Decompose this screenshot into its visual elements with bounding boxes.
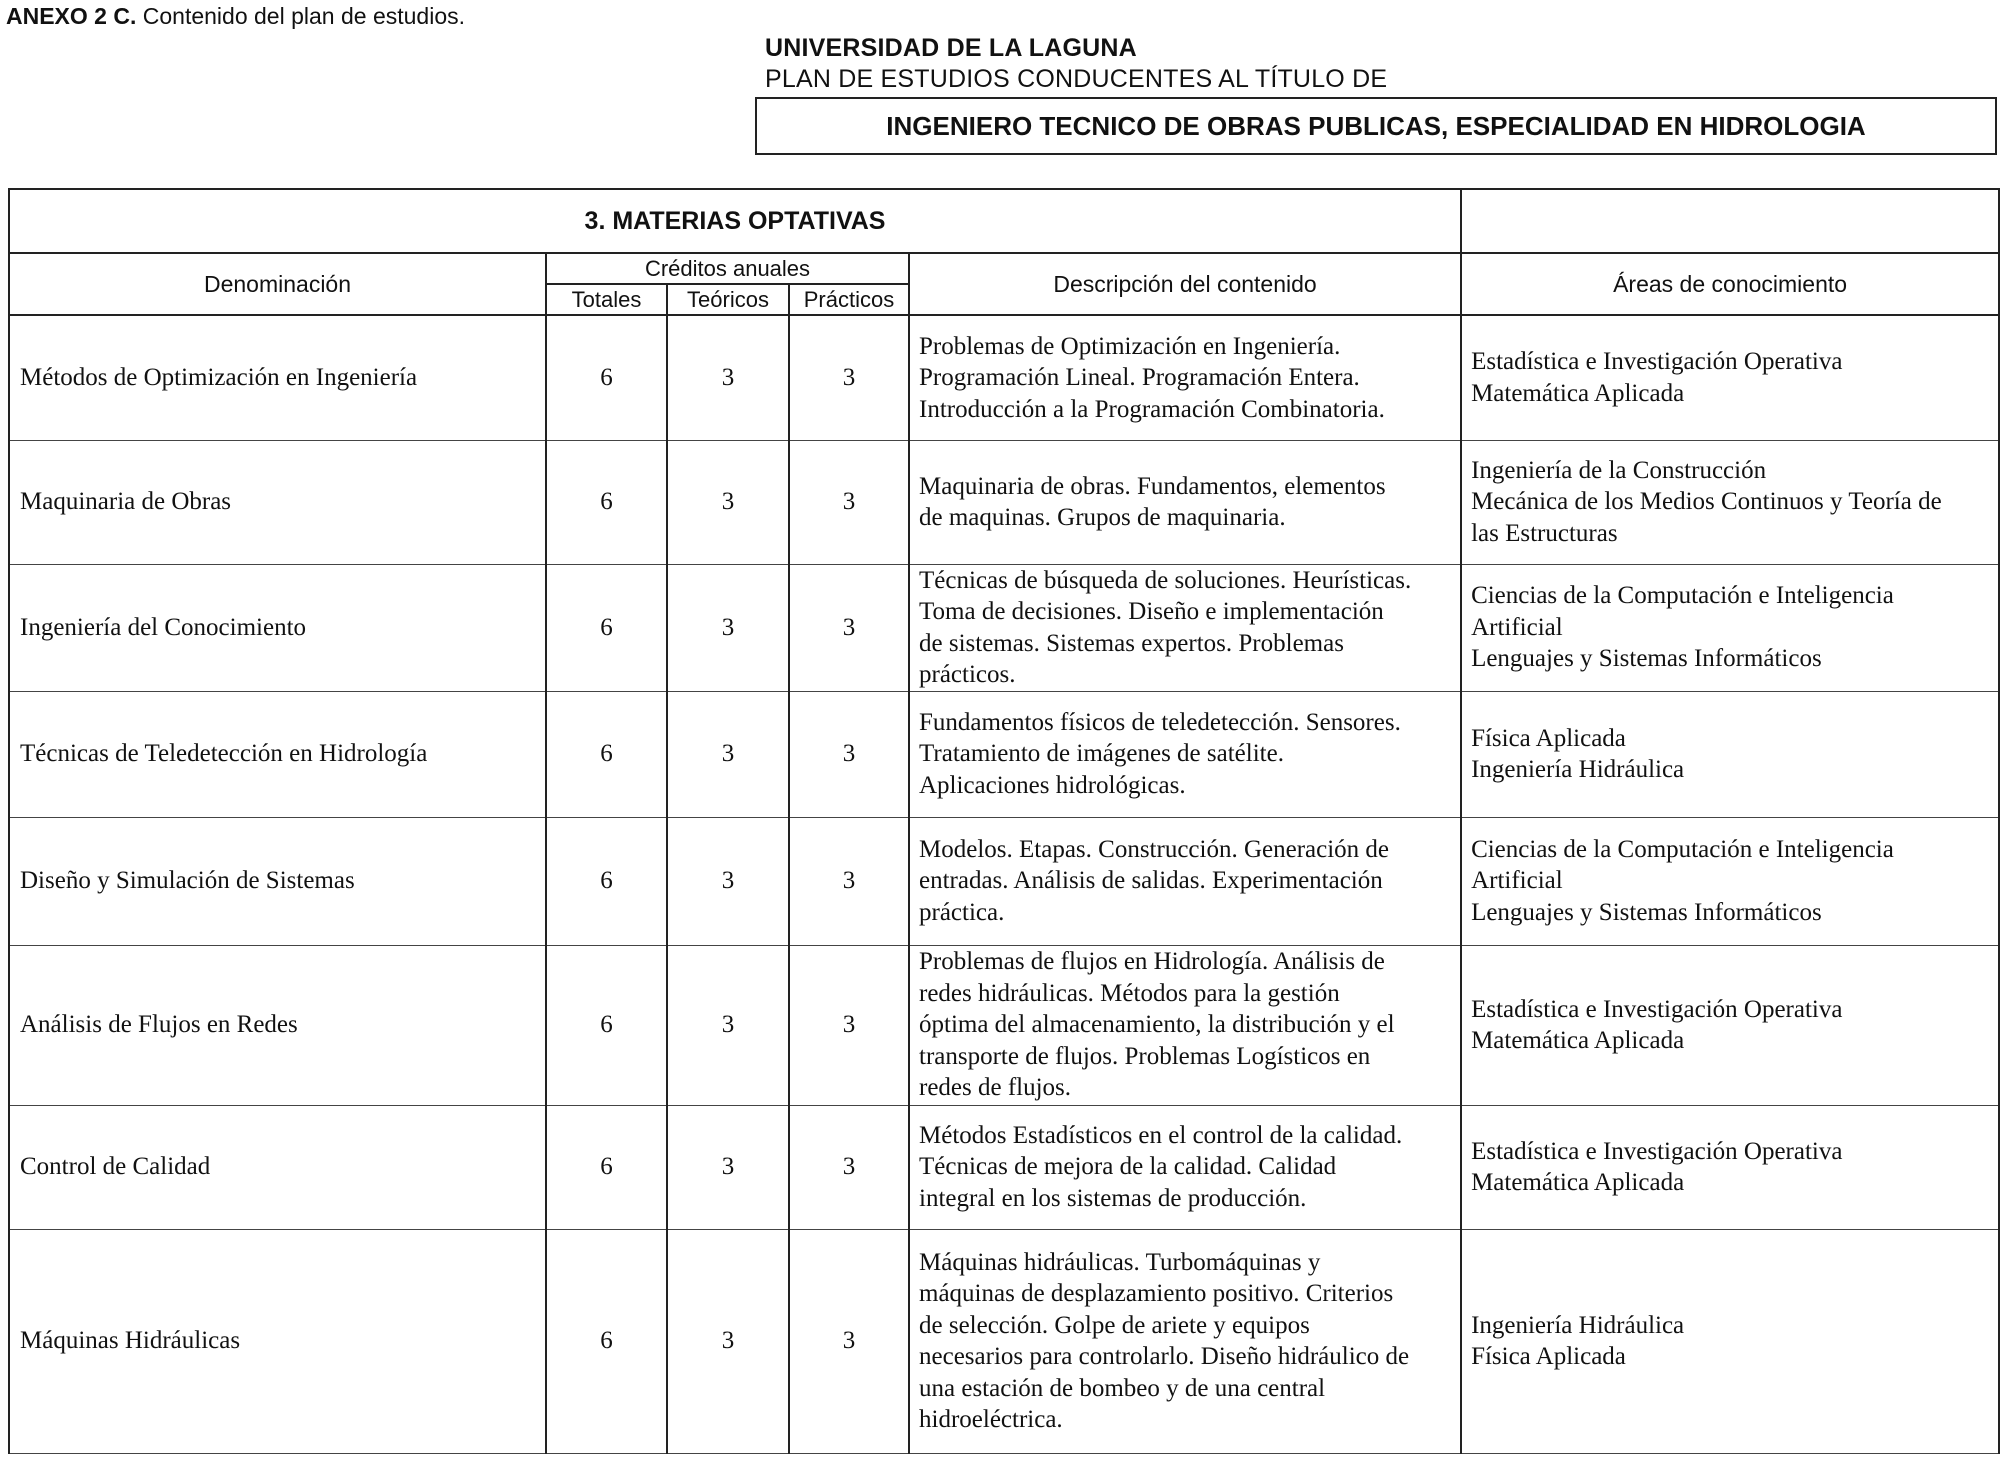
table-row — [9, 564, 1999, 691]
description-line: redes hidráulicas. Métodos para la gestión — [919, 979, 1340, 1007]
area-line: Estadística e Investigación Operativa — [1471, 995, 1843, 1023]
credits-practicos: 3 — [789, 945, 909, 1105]
description-line: máquinas de desplazamiento positivo. Criterios — [919, 1280, 1394, 1307]
table-row — [9, 817, 1999, 945]
description-line: de selección. Golpe de ariete y equipos — [919, 1311, 1310, 1339]
area-line: Ingeniería de la Construcción — [1471, 456, 1767, 484]
description-line: Máquinas hidráulicas. Turbomáquinas y — [919, 1248, 1321, 1276]
col-areas: Áreas de conocimiento — [1461, 253, 1999, 315]
credits-teoricos: 3 — [667, 440, 789, 564]
credits-totales: 6 — [546, 945, 667, 1105]
description-line: Toma de decisiones. Diseño e implementación — [919, 598, 1384, 625]
credits-practicos: 3 — [789, 817, 909, 945]
credits-practicos: 3 — [789, 564, 909, 691]
table-row — [9, 1229, 1999, 1453]
areas-cell — [1461, 315, 1999, 440]
col-teoricos: Teóricos — [667, 284, 789, 315]
credits-practicos: 3 — [789, 440, 909, 564]
col-creditos: Créditos anuales — [546, 253, 909, 284]
annex-label: ANEXO 2 C. — [6, 3, 137, 29]
area-line: Mecánica de los Medios Continuos y Teoría de — [1471, 488, 1942, 516]
credits-practicos: 3 — [789, 691, 909, 817]
areas-cell — [1461, 817, 1999, 945]
description-line: Técnicas de mejora de la calidad. Calidad — [919, 1153, 1337, 1181]
areas-cell — [1461, 691, 1999, 817]
description-line: de sistemas. Sistemas expertos. Problemas — [919, 629, 1344, 657]
credits-teoricos: 3 — [667, 817, 789, 945]
subjects-table — [8, 188, 2000, 1454]
col-descripcion: Descripción del contenido — [909, 253, 1461, 315]
area-line: las Estructuras — [1471, 519, 1618, 547]
description-line: transporte de flujos. Problemas Logísticos en — [919, 1042, 1371, 1070]
university-name: UNIVERSIDAD DE LA LAGUNA — [765, 34, 1137, 62]
subject-name: Maquinaria de Obras — [9, 440, 546, 564]
description-line: Métodos Estadísticos en el control de la calidad. — [919, 1121, 1403, 1149]
area-line: Matemática Aplicada — [1471, 1169, 1685, 1196]
areas-cell — [1461, 1229, 1999, 1453]
area-line: Lenguajes y Sistemas Informáticos — [1471, 645, 1822, 673]
description-line: Aplicaciones hidrológicas. — [919, 771, 1186, 799]
plan-line: PLAN DE ESTUDIOS CONDUCENTES AL TÍTULO DE — [765, 65, 1388, 93]
annex-text: Contenido del plan de estudios. — [142, 3, 466, 29]
description-line: práctica. — [919, 898, 1005, 926]
credits-practicos: 3 — [789, 315, 909, 440]
section-title: 3. MATERIAS OPTATIVAS — [9, 189, 1461, 253]
areas-cell — [1461, 945, 1999, 1105]
credits-totales: 6 — [546, 691, 667, 817]
credits-practicos: 3 — [789, 1105, 909, 1229]
area-line: Ingeniería Hidráulica — [1471, 756, 1685, 783]
subject-name: Control de Calidad — [9, 1105, 546, 1229]
area-line: Estadística e Investigación Operativa — [1471, 348, 1843, 376]
description-line: Maquinaria de obras. Fundamentos, elementos — [919, 472, 1386, 500]
credits-totales: 6 — [546, 817, 667, 945]
area-line: Física Aplicada — [1471, 724, 1626, 752]
description-line: óptima del almacenamiento, la distribución y el — [919, 1011, 1395, 1039]
areas-cell — [1461, 1105, 1999, 1229]
area-line: Ingeniería Hidráulica — [1471, 1311, 1685, 1339]
degree-title-box — [755, 97, 1997, 155]
description-cell — [909, 315, 1461, 440]
description-line: Problemas de Optimización en Ingeniería. — [919, 332, 1341, 360]
credits-teoricos: 3 — [667, 691, 789, 817]
credits-teoricos: 3 — [667, 1229, 789, 1453]
area-line: Ciencias de la Computación e Inteligencia — [1471, 835, 1894, 863]
credits-teoricos: 3 — [667, 315, 789, 440]
areas-cell — [1461, 564, 1999, 691]
col-totales: Totales — [546, 284, 667, 315]
table-row — [9, 1105, 1999, 1229]
header-row — [9, 253, 1999, 284]
area-line: Ciencias de la Computación e Inteligencia — [1471, 582, 1894, 610]
table-row — [9, 315, 1999, 440]
description-cell — [909, 1229, 1461, 1453]
subject-name: Métodos de Optimización en Ingeniería — [9, 315, 546, 440]
subject-name: Diseño y Simulación de Sistemas — [9, 817, 546, 945]
description-line: Tratamiento de imágenes de satélite. — [919, 740, 1284, 768]
subject-name: Máquinas Hidráulicas — [9, 1229, 546, 1453]
description-line: redes de flujos. — [919, 1074, 1072, 1102]
credits-totales: 6 — [546, 440, 667, 564]
degree-title: INGENIERO TECNICO DE OBRAS PUBLICAS, ESPECIALIDAD EN HIDROLOGIA — [886, 110, 1866, 141]
credits-totales: 6 — [546, 1229, 667, 1453]
area-line: Artificial — [1471, 613, 1563, 641]
description-line: una estación de bombeo y de una central — [919, 1374, 1326, 1402]
area-line: Matemática Aplicada — [1471, 1027, 1685, 1054]
subject-name: Ingeniería del Conocimiento — [9, 564, 546, 691]
credits-teoricos: 3 — [667, 945, 789, 1105]
col-practicos: Prácticos — [789, 284, 909, 315]
credits-teoricos: 3 — [667, 1105, 789, 1229]
description-line: Fundamentos físicos de teledetección. Sensores. — [919, 708, 1401, 736]
description-line: integral en los sistemas de producción. — [919, 1184, 1307, 1212]
description-line: Introducción a la Programación Combinatoria. — [919, 395, 1385, 423]
description-cell — [909, 564, 1461, 691]
area-line: Física Aplicada — [1471, 1343, 1626, 1370]
description-cell — [909, 440, 1461, 564]
description-line: necesarios para controlarlo. Diseño hidráulico de — [919, 1343, 1410, 1370]
description-cell — [909, 945, 1461, 1105]
description-cell — [909, 817, 1461, 945]
area-line: Estadística e Investigación Operativa — [1471, 1137, 1843, 1165]
area-line: Artificial — [1471, 867, 1563, 895]
description-line: de maquinas. Grupos de maquinaria. — [919, 504, 1286, 531]
credits-totales: 6 — [546, 564, 667, 691]
description-line: prácticos. — [919, 661, 1016, 688]
section-empty-cell — [1461, 189, 1999, 253]
col-denominacion: Denominación — [9, 253, 546, 315]
description-line: Modelos. Etapas. Construcción. Generación de — [919, 835, 1390, 863]
subject-name: Técnicas de Teledetección en Hidrología — [9, 691, 546, 817]
annex-caption — [6, 3, 465, 30]
area-line: Lenguajes y Sistemas Informáticos — [1471, 898, 1822, 926]
section-row — [9, 189, 1999, 253]
area-line: Matemática Aplicada — [1471, 379, 1685, 407]
table-row — [9, 945, 1999, 1105]
description-cell — [909, 1105, 1461, 1229]
areas-cell — [1461, 440, 1999, 564]
description-line: entradas. Análisis de salidas. Experimentación — [919, 867, 1383, 895]
credits-totales: 6 — [546, 1105, 667, 1229]
subject-name: Análisis de Flujos en Redes — [9, 945, 546, 1105]
credits-practicos: 3 — [789, 1229, 909, 1453]
credits-totales: 6 — [546, 315, 667, 440]
table-row — [9, 440, 1999, 564]
description-line: hidroeléctrica. — [919, 1406, 1063, 1433]
table-row — [9, 691, 1999, 817]
description-line: Problemas de flujos en Hidrología. Análisis de — [919, 948, 1385, 976]
description-cell — [909, 691, 1461, 817]
credits-teoricos: 3 — [667, 564, 789, 691]
description-line: Técnicas de búsqueda de soluciones. Heurísticas. — [919, 566, 1412, 594]
description-line: Programación Lineal. Programación Entera. — [919, 364, 1360, 391]
